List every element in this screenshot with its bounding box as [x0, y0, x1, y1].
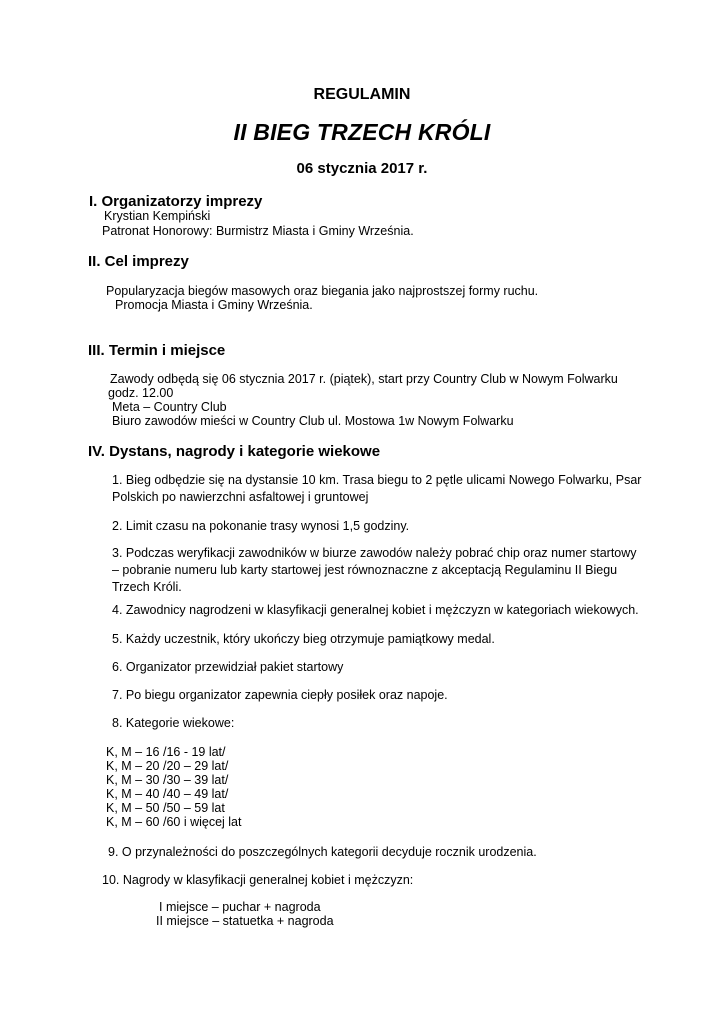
rule-item: 6. Organizator przewidział pakiet startowy — [112, 660, 344, 674]
section-2-line: Promocja Miasta i Gminy Września. — [115, 298, 313, 312]
prize-line: I miejsce – puchar + nagroda — [159, 900, 321, 914]
rule-item: 5. Każdy uczestnik, który ukończy bieg otrzymuje pamiątkowy medal. — [112, 632, 495, 646]
section-1-heading: I. Organizatorzy imprezy — [89, 193, 263, 210]
section-1-line: Krystian Kempiński — [104, 209, 211, 223]
age-category: K, M – 40 /40 – 49 lat/ — [106, 787, 229, 801]
age-category: K, M – 50 /50 – 59 lat — [106, 801, 225, 815]
rule-item: 8. Kategorie wiekowe: — [112, 716, 235, 730]
section-2-line: Popularyzacja biegów masowych oraz biegania jako najprostszej formy ruchu. — [106, 284, 539, 298]
section-3-line: Biuro zawodów mieści w Country Club ul. Mostowa 1w Nowym Folwarku — [112, 414, 514, 428]
age-category: K, M – 16 /16 - 19 lat/ — [106, 745, 226, 759]
section-1-line: Patronat Honorowy: Burmistrz Miasta i Gminy Września. — [102, 224, 414, 238]
rule-item: 9. O przynależności do poszczególnych kategorii decyduje rocznik urodzenia. — [108, 845, 537, 859]
section-3-line: godz. 12.00 — [108, 386, 174, 400]
age-category: K, M – 20 /20 – 29 lat/ — [106, 759, 229, 773]
document-label: REGULAMIN — [313, 86, 411, 103]
rule-item: 4. Zawodnicy nagrodzeni w klasyfikacji generalnej kobiet i mężczyzn w kategoriach wiekowych. — [112, 603, 639, 617]
section-2-heading: II. Cel imprezy — [88, 253, 189, 270]
section-3-heading: III. Termin i miejsce — [88, 342, 226, 359]
rule-item: 3. Podczas weryfikacji zawodników w biurze zawodów należy pobrać chip oraz numer startowy – pobranie numeru lub karty startowej jest równoznaczne z akceptacją Regulaminu II Biegu Trzech Króli. — [112, 546, 637, 594]
rule-item: 2. Limit czasu na pokonanie trasy wynosi 1,5 godziny. — [112, 519, 410, 533]
section-4-heading: IV. Dystans, nagrody i kategorie wiekowe — [88, 443, 381, 460]
prize-line: II miejsce – statuetka + nagroda — [156, 914, 334, 928]
document-date: 06 stycznia 2017 r. — [296, 160, 428, 177]
section-3-line: Zawody odbędą się 06 stycznia 2017 r. (piątek), start przy Country Club w Nowym Folwarku — [110, 372, 618, 386]
age-category: K, M – 30 /30 – 39 lat/ — [106, 773, 229, 787]
rule-item: 1. Bieg odbędzie się na dystansie 10 km. Trasa biegu to 2 pętle ulicami Nowego Folwarku, Psar Polskich po nawierzchni asfaltowej i gruntowej — [112, 473, 642, 504]
section-3-line: Meta – Country Club — [112, 400, 227, 414]
document-title: II BIEG TRZECH KRÓLI — [233, 119, 491, 145]
rule-item: 10. Nagrody w klasyfikacji generalnej kobiet i mężczyzn: — [102, 873, 414, 887]
rule-item: 7. Po biegu organizator zapewnia ciepły posiłek oraz napoje. — [112, 688, 448, 702]
age-category: K, M – 60 /60 i więcej lat — [106, 815, 242, 829]
